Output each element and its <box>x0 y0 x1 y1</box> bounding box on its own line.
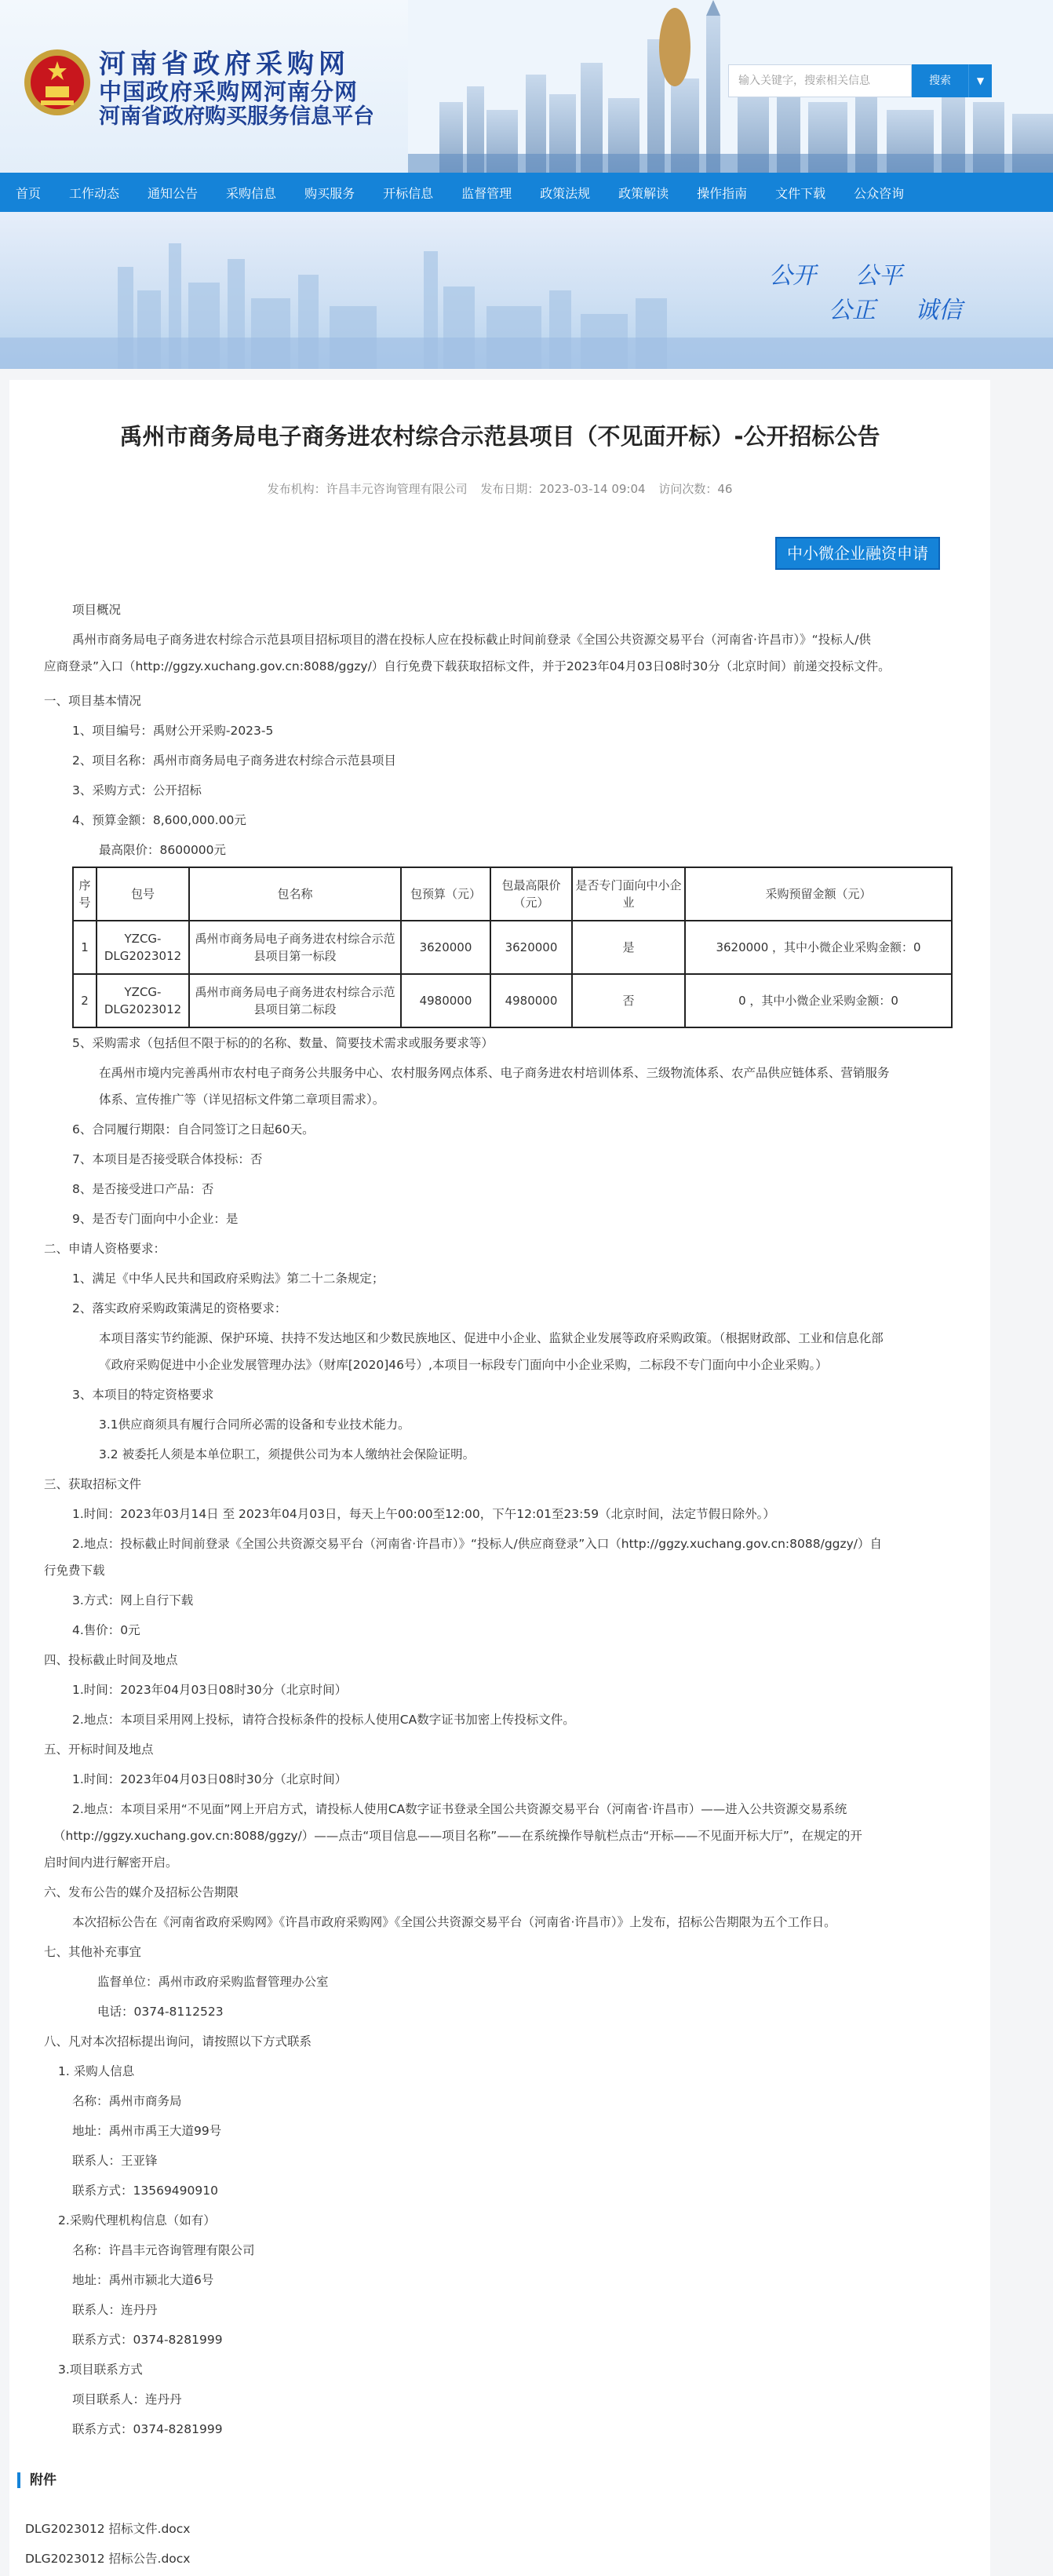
chevron-down-icon[interactable]: ▼ <box>968 64 992 97</box>
paragraph: 7、本项目是否接受联合体投标：否 <box>72 1152 263 1166</box>
visit-count: 访问次数：46 <box>658 482 733 496</box>
table-header: 包号 <box>97 867 189 921</box>
finance-apply-button[interactable]: 中小微企业融资申请 <box>775 537 940 570</box>
paragraph: 名称：禹州市商务局 <box>72 2094 182 2108</box>
package-table <box>72 867 953 1028</box>
nav-policies[interactable]: 政策法规 <box>540 185 591 201</box>
table-cell: 禹州市商务局电子商务进农村综合示范县项目第二标段 <box>189 974 401 1027</box>
paragraph: 1.时间：2023年03月14日 至 2023年04月03日，每天上午00:00至12:00，下午12:01至23:59（北京时间，法定节假日除外。） <box>72 1507 775 1521</box>
table-cell: 3620000 ，其中小微企业采购金额：0 <box>685 921 952 974</box>
nav-home[interactable]: 首页 <box>16 185 42 201</box>
paragraph: 4、预算金额：8,600,000.00元 <box>72 813 246 827</box>
table-cell: 否 <box>572 974 685 1027</box>
sub-heading: 1. 采购人信息 <box>58 2064 135 2078</box>
paragraph: 1、项目编号：禹财公开采购-2023-5 <box>72 724 274 738</box>
search-input[interactable]: 输入关键字，搜索相关信息 <box>728 64 912 97</box>
paragraph: 2.地点：投标截止时间前登录《全国公共资源交易平台（河南省·许昌市）》“投标人/供应商登录”入口（http://ggzy.xuchang.gov.cn:8088/ggzy/）自 <box>72 1537 883 1551</box>
table-cell: 3620000 <box>401 921 490 974</box>
paragraph: 联系人：王亚锋 <box>72 2154 158 2168</box>
paragraph: 本项目落实节约能源、保护环境、扶持不发达地区和少数民族地区、促进中小企业、监狱企业发展等政府采购政策。（根据财政部、工业和信息化部 <box>99 1331 884 1345</box>
main-nav <box>0 173 1053 212</box>
attachments-heading: 附件 <box>17 2472 56 2488</box>
paragraph: （http://ggzy.xuchang.gov.cn:8088/ggzy/）——点击“项目信息——项目名称”——在系统操作导航栏点击“开标——不见面开标大厅”，在规定的开 <box>53 1829 862 1843</box>
paragraph: 最高限价：8600000元 <box>99 843 227 857</box>
paragraph: 联系方式：0374-8281999 <box>72 2422 223 2436</box>
section-heading: 二、申请人资格要求： <box>44 1242 166 1256</box>
section-heading: 一、项目基本情况 <box>44 694 142 708</box>
nav-notices[interactable]: 通知公告 <box>148 185 199 201</box>
paragraph: 1.时间：2023年04月03日08时30分（北京时间） <box>72 1772 348 1786</box>
search-button[interactable]: 搜索 <box>912 64 968 97</box>
paragraph: 1、满足《中华人民共和国政府采购法》第二十二条规定； <box>72 1272 384 1286</box>
table-header: 采购预留金额（元） <box>685 867 952 921</box>
section-heading: 八、凡对本次招标提出询问，请按照以下方式联系 <box>44 2034 312 2049</box>
table-cell: 4980000 <box>401 974 490 1027</box>
nav-supervision[interactable]: 监督管理 <box>461 185 512 201</box>
paragraph: 联系方式：0374-8281999 <box>72 2333 223 2347</box>
table-header: 序号 <box>73 867 97 921</box>
nav-public-consultation[interactable]: 公众咨询 <box>854 185 905 201</box>
table-row <box>73 974 952 1027</box>
nav-purchase-services[interactable]: 购买服务 <box>304 185 355 201</box>
table-cell: YZCG-DLG2023012 <box>97 974 189 1027</box>
paragraph: 电话：0374-8112523 <box>97 2005 224 2019</box>
table-cell: 0 ，其中小微企业采购金额：0 <box>685 974 952 1027</box>
publish-date: 发布日期：2023-03-14 09:04 <box>480 482 646 496</box>
paragraph: 2.地点：本项目采用“不见面”网上开启方式，请投标人使用CA数字证书登录全国公共资源交易平台（河南省·许昌市）——进入公共资源交易系统 <box>72 1802 847 1816</box>
table-cell: YZCG-DLG2023012 <box>97 921 189 974</box>
site-brand[interactable] <box>99 50 374 129</box>
brand-line-1: 河南省政府采购网 <box>99 49 350 80</box>
table-cell: 2 <box>73 974 97 1027</box>
paragraph: 2、落实政府采购政策满足的资格要求： <box>72 1301 287 1315</box>
paragraph: 3.2 被委托人须是本单位职工，须提供公司为本人缴纳社会保险证明。 <box>99 1447 475 1461</box>
paragraph: 3.方式：网上自行下载 <box>72 1593 194 1607</box>
nav-downloads[interactable]: 文件下载 <box>775 185 826 201</box>
paragraph: 6、合同履行期限：自合同签订之日起60天。 <box>72 1122 315 1137</box>
brand-line-2: 中国政府采购网河南分网 <box>99 78 359 105</box>
slogan-open: 公开 <box>769 262 816 290</box>
national-emblem-logo <box>22 47 93 118</box>
paragraph: 3、本项目的特定资格要求 <box>72 1388 214 1402</box>
table-cell: 禹州市商务局电子商务进农村综合示范县项目第一标段 <box>189 921 401 974</box>
paragraph: 项目联系人：连丹丹 <box>72 2392 182 2406</box>
article-meta <box>9 480 990 497</box>
paragraph: 2、项目名称：禹州市商务局电子商务进农村综合示范县项目 <box>72 753 396 768</box>
paragraph: 3.1供应商须具有履行合同所必需的设备和专业技术能力。 <box>99 1418 410 1432</box>
table-cell: 3620000 <box>490 921 572 974</box>
nav-policy-interpretation[interactable]: 政策解读 <box>618 185 669 201</box>
paragraph: 联系人：连丹丹 <box>72 2303 158 2317</box>
section-heading: 六、发布公告的媒介及招标公告期限 <box>44 1885 239 1899</box>
paragraph: 联系方式：13569490910 <box>72 2184 218 2198</box>
brand-line-3: 河南省政府购买服务信息平台 <box>99 104 374 129</box>
paragraph: 监督单位：禹州市政府采购监督管理办公室 <box>97 1975 329 1989</box>
paragraph: 1.时间：2023年04月03日08时30分（北京时间） <box>72 1683 348 1697</box>
section-heading: 三、获取招标文件 <box>44 1477 142 1491</box>
article-title: 禹州市商务局电子商务进农村综合示范县项目（不见面开标）-公开招标公告 <box>119 423 880 450</box>
paragraph: 应商登录”入口（http://ggzy.xuchang.gov.cn:8088/ggzy/）自行免费下载获取招标文件，并于2023年04月03日08时30分（北京时间）前递交投标文件。 <box>44 659 891 673</box>
paragraph: 9、是否专门面向中小企业：是 <box>72 1212 239 1226</box>
paragraph: 名称：许昌丰元咨询管理有限公司 <box>72 2243 255 2257</box>
site-header <box>0 0 1053 173</box>
paragraph: 地址：禹州市禹王大道99号 <box>72 2124 222 2138</box>
section-heading: 四、投标截止时间及地点 <box>44 1653 178 1667</box>
nav-guide[interactable]: 操作指南 <box>697 185 748 201</box>
paragraph: 《政府采购促进中小企业发展管理办法》（财库[2020]46号）,本项目一标段专门面向中小企业采购，二标段不专门面向中小企业采购。） <box>99 1358 828 1372</box>
attachment-link[interactable]: DLG2023012 招标文件.docx <box>25 2522 191 2536</box>
table-header: 包最高限价（元） <box>490 867 572 921</box>
nav-procurement-info[interactable]: 采购信息 <box>226 185 277 201</box>
paragraph: 4.售价：0元 <box>72 1623 140 1637</box>
table-row <box>73 921 952 974</box>
nav-bid-opening[interactable]: 开标信息 <box>383 185 434 201</box>
slogans <box>761 256 997 327</box>
banner <box>0 212 1053 369</box>
paragraph: 地址：禹州市颍北大道6号 <box>72 2273 214 2287</box>
table-cell: 4980000 <box>490 974 572 1027</box>
article-panel <box>9 380 990 2576</box>
slogan-just: 公正 <box>829 297 876 324</box>
section-heading: 五、开标时间及地点 <box>44 1742 154 1757</box>
paragraph: 在禹州市境内完善禹州市农村电子商务公共服务中心、农村服务网点体系、电子商务进农村培训体系、三级物流体系、农产品供应链体系、营销服务 <box>99 1066 890 1080</box>
table-cell: 1 <box>73 921 97 974</box>
paragraph: 本次招标公告在《河南省政府采购网》《许昌市政府采购网》《全国公共资源交易平台（河南省·许昌市）》上发布，招标公告期限为五个工作日。 <box>72 1915 836 1929</box>
paragraph: 行免费下载 <box>44 1563 105 1578</box>
sub-heading: 2.采购代理机构信息（如有） <box>58 2213 216 2228</box>
slogan-fair: 公平 <box>855 262 902 290</box>
attachment-link[interactable]: DLG2023012 招标公告.docx <box>25 2552 191 2566</box>
paragraph: 启时间内进行解密开启。 <box>44 1855 178 1870</box>
section-heading: 七、其他补充事宜 <box>44 1945 142 1959</box>
nav-work-news[interactable]: 工作动态 <box>69 185 120 201</box>
paragraph: 2.地点：本项目采用网上投标，请符合投标条件的投标人使用CA数字证书加密上传投标文件。 <box>72 1713 575 1727</box>
sub-heading: 3.项目联系方式 <box>58 2363 143 2377</box>
publisher: 发布机构：许昌丰元咨询管理有限公司 <box>267 482 468 496</box>
paragraph: 8、是否接受进口产品：否 <box>72 1182 214 1196</box>
table-header: 包名称 <box>189 867 401 921</box>
table-cell: 是 <box>572 921 685 974</box>
paragraph: 禹州市商务局电子商务进农村综合示范县项目招标项目的潜在投标人应在投标截止时间前登录《全国公共资源交易平台（河南省·许昌市）》“投标人/供 <box>72 633 871 647</box>
paragraph: 项目概况 <box>72 603 122 617</box>
table-header: 是否专门面向中小企业 <box>572 867 685 921</box>
paragraph: 体系、宣传推广等（详见招标文件第二章项目需求）。 <box>99 1093 385 1107</box>
slogan-integrity: 诚信 <box>915 297 962 324</box>
table-header-row <box>73 867 952 921</box>
paragraph: 5、采购需求（包括但不限于标的的名称、数量、简要技术需求或服务要求等） <box>72 1036 494 1050</box>
table-header: 包预算（元） <box>401 867 490 921</box>
paragraph: 3、采购方式：公开招标 <box>72 783 202 797</box>
